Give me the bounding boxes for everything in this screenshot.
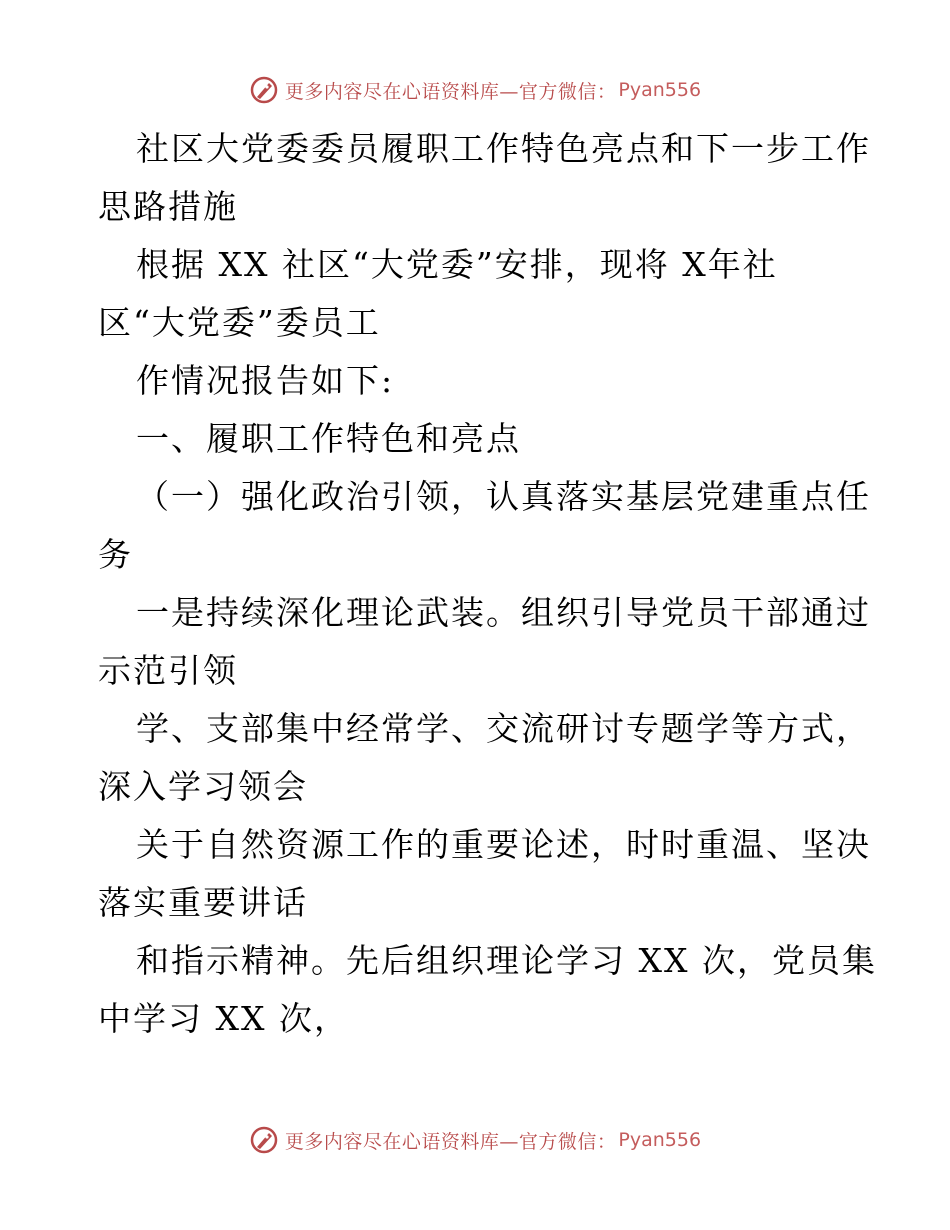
subsection-heading: （一）强化政治引领，认真落实基层党建重点任 [136, 477, 871, 516]
document-line: 区“大党委”委员工 [98, 303, 381, 342]
watermark-wechat-id: Pyan556 [618, 79, 702, 101]
watermark-text: 更多内容尽在心语资料库—官方微信： [284, 1130, 617, 1153]
footer-watermark [0, 1120, 950, 1160]
document-line: 根据 XX 社区“大党委”安排，现将 X年社 [136, 245, 778, 284]
document-line: 示范引领 [98, 651, 238, 690]
document-line: 深入学习领会 [98, 767, 308, 806]
watermark-text: 更多内容尽在心语资料库—官方微信： [284, 80, 617, 103]
pen-nib-circle-icon [249, 75, 279, 105]
document-line: 思路措施 [98, 187, 238, 226]
document-line: 学、支部集中经常学、交流研讨专题学等方式， [136, 709, 871, 748]
document-line: 作情况报告如下: [136, 361, 395, 400]
section-heading: 一、履职工作特色和亮点 [136, 419, 521, 458]
document-line: 落实重要讲话 [98, 883, 308, 922]
pen-nib-circle-icon [249, 1125, 279, 1155]
document-body [98, 120, 877, 1048]
document-line: 一是持续深化理论武装。组织引导党员干部通过 [136, 593, 871, 632]
watermark-wechat-id: Pyan556 [618, 1129, 702, 1151]
document-line: 务 [98, 535, 133, 574]
header-watermark [0, 70, 950, 110]
document-line: 关于自然资源工作的重要论述，时时重温、坚决 [136, 825, 871, 864]
document-line: 社区大党委委员履职工作特色亮点和下一步工作 [136, 129, 871, 168]
document-line: 和指示精神。先后组织理论学习 XX 次，党员集 [136, 941, 877, 980]
document-line: 中学习 XX 次， [98, 999, 349, 1038]
